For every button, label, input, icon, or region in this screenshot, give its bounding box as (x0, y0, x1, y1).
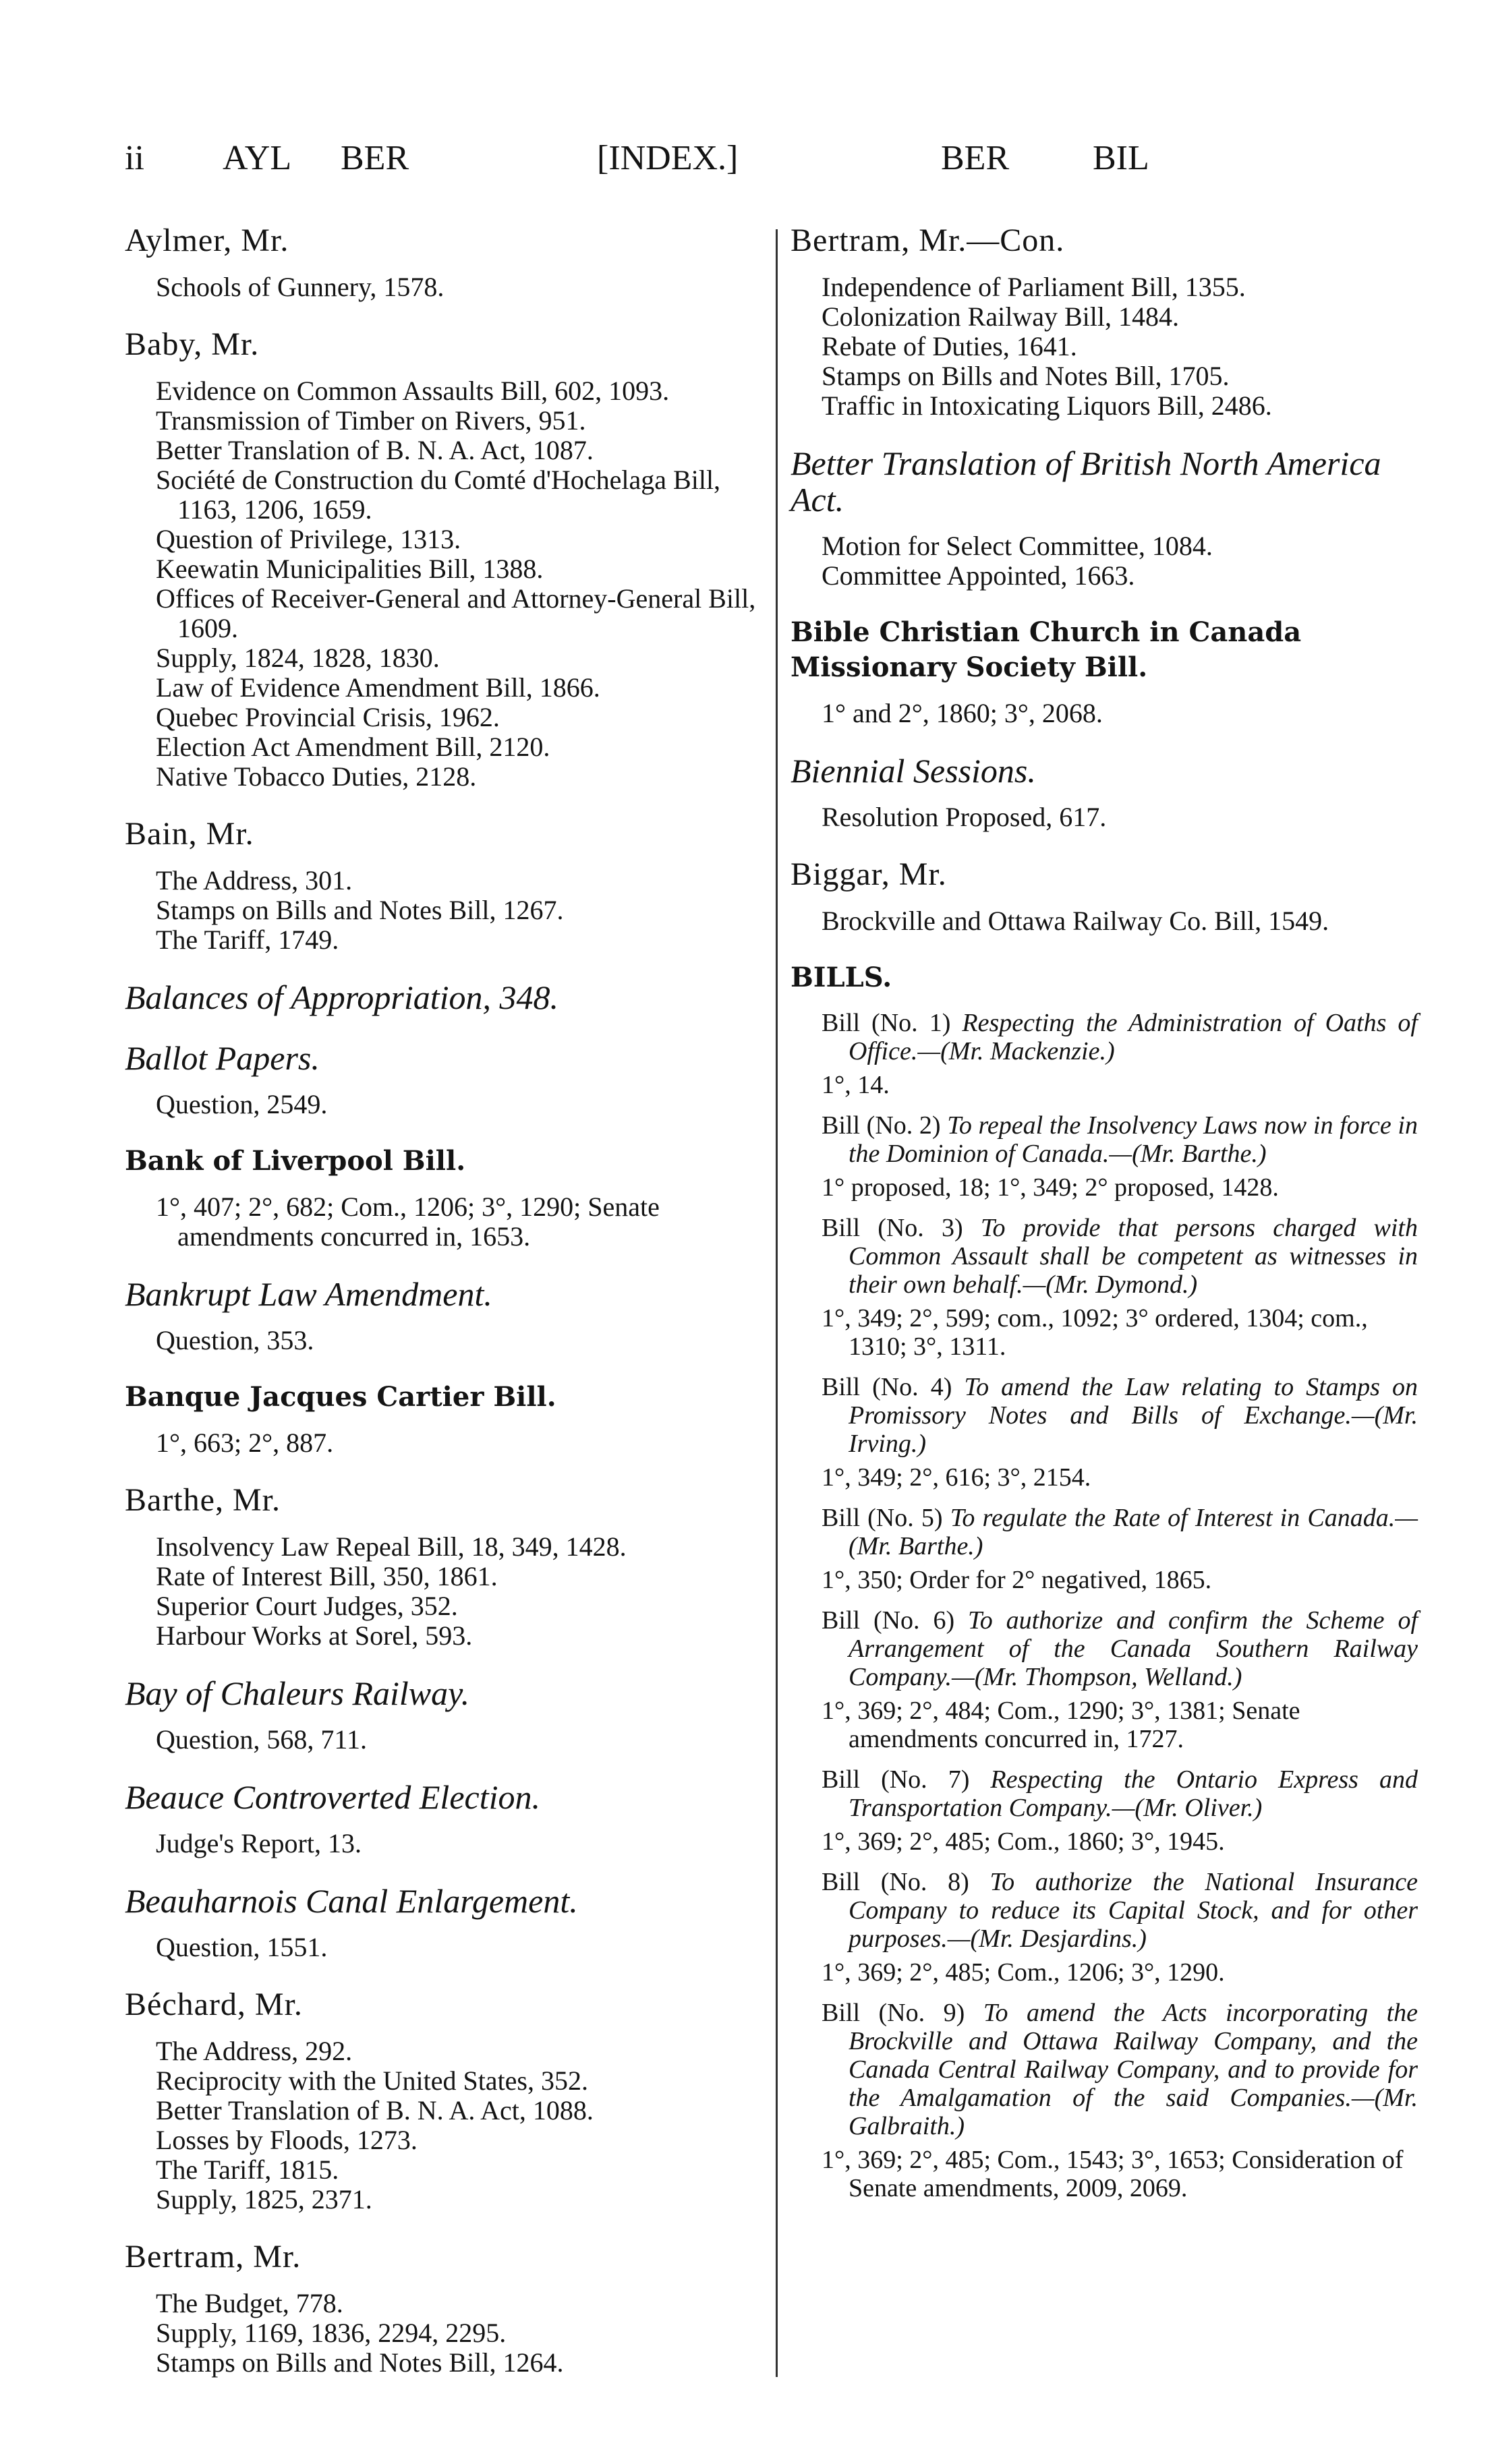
left-column (125, 223, 766, 2402)
bill-description: To authorize and confirm the Scheme of Arrangement of the Canada Southern Railway Company.—(Mr. Thompson, Welland.) (849, 1606, 1418, 1691)
entry-item: Losses by Floods, 1273. (156, 2125, 418, 2155)
entry-item: Question, 2549. (156, 1089, 328, 1119)
entry-item: Supply, 1825, 2371. (156, 2184, 372, 2214)
entry-heading: Balances of Appropriation, 348. (125, 978, 559, 1016)
bill-number: Bill (No. 8) (822, 1868, 969, 1896)
page-number: ii (125, 139, 144, 177)
header-left-last: BER (341, 139, 409, 177)
index-entry (791, 615, 1418, 728)
bill-description: To provide that persons charged with Common Assault shall be competent as witnesses in their own behalf.—(Mr. Dymond.) (849, 1214, 1418, 1299)
bill-stages: 1° proposed, 18; 1°, 349; 2° proposed, 1428. (822, 1173, 1279, 1202)
entry-heading: Bank of Liverpool Bill. (125, 1145, 466, 1177)
running-header (0, 138, 1492, 199)
entry-item: Stamps on Bills and Notes Bill, 1705. (822, 361, 1230, 391)
entry-items (791, 802, 1418, 832)
bill-entry (791, 1504, 1418, 1594)
bill-stages: 1°, 369; 2°, 485; Com., 1543; 3°, 1653; Consideration of Senate amendments, 2009, 2069. (822, 2146, 1404, 2202)
bill-description: Respecting the Administration of Oaths of Office.—(Mr. Mackenzie.) (849, 1009, 1418, 1065)
entry-item: Election Act Amendment Bill, 2120. (156, 732, 550, 762)
entry-item: Resolution Proposed, 617. (822, 802, 1107, 832)
entry-item: Colonization Railway Bill, 1484. (822, 301, 1179, 332)
entry-items (125, 1933, 766, 1962)
index-entry (791, 753, 1418, 832)
entry-item: Offices of Receiver-General and Attorney-General Bill, 1609. (156, 583, 756, 643)
entry-item: Judge's Report, 13. (156, 1828, 362, 1858)
bill-title (822, 1111, 1418, 1168)
bill-title (822, 1009, 1418, 1065)
bill-title (822, 1214, 1418, 1299)
bill-number: Bill (No. 1) (822, 1009, 951, 1037)
entry-heading: Bertram, Mr.—Con. (791, 223, 1065, 258)
entry-items (791, 531, 1418, 591)
entry-items (125, 376, 766, 792)
entry-item: Brockville and Ottawa Railway Co. Bill, 1549. (822, 906, 1329, 936)
entry-item: 1°, 407; 2°, 682; Com., 1206; 3°, 1290; Senate amendments concurred in, 1653. (156, 1192, 660, 1252)
index-entry (125, 1883, 766, 1962)
index-entry (791, 223, 1418, 421)
entry-heading: Banque Jacques Cartier Bill. (125, 1381, 556, 1413)
index-entry (125, 1276, 766, 1355)
entry-heading: Biggar, Mr. (791, 856, 947, 892)
entry-item: 1° and 2°, 1860; 3°, 2068. (822, 698, 1103, 728)
entry-items (125, 272, 766, 302)
entry-items (791, 272, 1418, 421)
bill-title (822, 1868, 1418, 1953)
column-divider (776, 229, 778, 2377)
entry-item: Rate of Interest Bill, 350, 1861. (156, 1561, 498, 1591)
bills-heading: BILLS. (791, 962, 892, 993)
entry-item: Traffic in Intoxicating Liquors Bill, 2486. (822, 390, 1272, 421)
entry-item: Question of Privilege, 1313. (156, 524, 461, 554)
bill-number: Bill (No. 7) (822, 1765, 970, 1794)
header-center: [INDEX.] (597, 139, 739, 177)
index-entry (125, 979, 766, 1016)
entry-item: Native Tobacco Duties, 2128. (156, 761, 477, 792)
header-right-first: BER (941, 139, 1010, 177)
entry-item: Schools of Gunnery, 1578. (156, 272, 444, 302)
entry-item: The Address, 292. (156, 2036, 353, 2066)
entry-item: Superior Court Judges, 352. (156, 1591, 458, 1621)
index-entry (125, 1040, 766, 1119)
entry-heading: Bay of Chaleurs Railway. (125, 1674, 470, 1712)
entry-item: Quebec Provincial Crisis, 1962. (156, 702, 500, 732)
entry-heading: Better Translation of British North America Act. (791, 444, 1381, 519)
entry-items (125, 1532, 766, 1651)
index-entry (125, 1779, 766, 1858)
entry-heading: Bertram, Mr. (125, 2239, 302, 2275)
bill-stages: 1°, 14. (822, 1071, 890, 1099)
bill-number: Bill (No. 5) (822, 1504, 943, 1532)
bill-entry (791, 1606, 1418, 1753)
index-entry (125, 2239, 766, 2378)
index-entry (791, 445, 1418, 591)
entry-heading: Bain, Mr. (125, 816, 254, 852)
entry-items (125, 1829, 766, 1858)
entry-item: Better Translation of B. N. A. Act, 1087. (156, 435, 594, 465)
bill-stages: 1°, 369; 2°, 484; Com., 1290; 3°, 1381; Senate amendments concurred in, 1727. (822, 1697, 1300, 1753)
bill-stages: 1°, 369; 2°, 485; Com., 1860; 3°, 1945. (822, 1827, 1225, 1856)
entry-item: Question, 568, 711. (156, 1724, 367, 1755)
entry-items (125, 1090, 766, 1119)
entry-items (125, 1192, 766, 1252)
entry-items (791, 699, 1418, 728)
index-entry (125, 816, 766, 955)
header-right-last: BIL (1093, 139, 1149, 177)
entry-item: Rebate of Duties, 1641. (822, 331, 1077, 361)
bill-stages: 1°, 349; 2°, 599; com., 1092; 3° ordered, 1304; com., 1310; 3°, 1311. (822, 1304, 1368, 1361)
bill-number: Bill (No. 6) (822, 1606, 955, 1635)
entry-item: The Budget, 778. (156, 2288, 343, 2318)
bill-entry (791, 1868, 1418, 1987)
bill-title (822, 1373, 1418, 1458)
entry-item: Transmission of Timber on Rivers, 951. (156, 405, 586, 436)
entry-item: Société de Construction du Comté d'Hochelaga Bill, 1163, 1206, 1659. (156, 465, 721, 525)
bills-section (791, 960, 1418, 2202)
entry-items (125, 2036, 766, 2214)
entry-item: Stamps on Bills and Notes Bill, 1267. (156, 895, 564, 925)
bill-description: To amend the Law relating to Stamps on Promissory Notes and Bills of Exchange.—(Mr. Irving.) (849, 1373, 1418, 1458)
index-entry (125, 1380, 766, 1458)
entry-items (125, 1326, 766, 1355)
entry-heading: Biennial Sessions. (791, 752, 1036, 790)
entry-items (125, 866, 766, 955)
index-entry (125, 1482, 766, 1651)
entry-item: Better Translation of B. N. A. Act, 1088. (156, 2095, 594, 2125)
index-entry (125, 223, 766, 302)
entry-item: Committee Appointed, 1663. (822, 560, 1135, 591)
entry-item: Keewatin Municipalities Bill, 1388. (156, 554, 544, 584)
entry-item: Stamps on Bills and Notes Bill, 1264. (156, 2347, 564, 2378)
entry-item: Question, 353. (156, 1325, 314, 1355)
header-left-first: AYL (223, 139, 292, 177)
bill-number: Bill (No. 2) (822, 1111, 941, 1140)
bill-description: To regulate the Rate of Interest in Canada.—(Mr. Barthe.) (849, 1504, 1418, 1560)
bill-stages: 1°, 349; 2°, 616; 3°, 2154. (822, 1463, 1091, 1492)
entry-item: Harbour Works at Sorel, 593. (156, 1620, 473, 1651)
bill-description: Respecting the Ontario Express and Transportation Company.—(Mr. Oliver.) (849, 1765, 1418, 1822)
index-entry (791, 856, 1418, 936)
entry-items (125, 1428, 766, 1458)
entry-heading: Ballot Papers. (125, 1039, 320, 1077)
entry-item: The Tariff, 1815. (156, 2154, 339, 2185)
entry-items (791, 906, 1418, 936)
entry-item: Reciprocity with the United States, 352. (156, 2065, 588, 2096)
right-entries (791, 223, 1418, 936)
bill-entry (791, 1765, 1418, 1856)
entry-item: Question, 1551. (156, 1932, 328, 1962)
index-entry (125, 1144, 766, 1252)
bill-description: To repeal the Insolvency Laws now in force in the Dominion of Canada.—(Mr. Barthe.) (849, 1111, 1418, 1168)
entry-item: Motion for Select Committee, 1084. (822, 531, 1213, 561)
index-entry (125, 1675, 766, 1755)
entry-heading: Bible Christian Church in Canada Missionary Society Bill. (791, 616, 1302, 683)
entry-item: Supply, 1824, 1828, 1830. (156, 643, 440, 673)
entry-item: 1°, 663; 2°, 887. (156, 1428, 334, 1458)
bill-entry (791, 1373, 1418, 1492)
bill-entry (791, 1999, 1418, 2202)
entry-item: The Tariff, 1749. (156, 925, 339, 955)
bill-description: To authorize the National Insurance Company to reduce its Capital Stock, and for other purposes.—(Mr. Desjardins.) (849, 1868, 1418, 1953)
bill-number: Bill (No. 4) (822, 1373, 952, 1401)
entry-heading: Barthe, Mr. (125, 1482, 281, 1518)
entry-heading: Beauce Controverted Election. (125, 1778, 540, 1816)
entry-item: Independence of Parliament Bill, 1355. (822, 272, 1246, 302)
bill-description: To amend the Acts incorporating the Brockville and Ottawa Railway Company, and the Canada Central Railway Company, and to provide for the Amalgamation of the said Companies.—(Mr. Galbraith.) (849, 1999, 1418, 2140)
bill-stages: 1°, 369; 2°, 485; Com., 1206; 3°, 1290. (822, 1958, 1225, 1987)
bill-stages: 1°, 350; Order for 2° negatived, 1865. (822, 1566, 1212, 1594)
bill-entry (791, 1009, 1418, 1099)
entry-heading: Beauharnois Canal Enlargement. (125, 1882, 578, 1920)
index-entry (125, 1987, 766, 2214)
entry-item: The Address, 301. (156, 865, 353, 896)
entry-items (125, 1725, 766, 1755)
bills-list (791, 1009, 1418, 2202)
entry-item: Supply, 1169, 1836, 2294, 2295. (156, 2318, 507, 2348)
entry-item: Law of Evidence Amendment Bill, 1866. (156, 672, 600, 703)
entry-item: Insolvency Law Repeal Bill, 18, 349, 1428. (156, 1531, 627, 1562)
bill-title (822, 1504, 1418, 1560)
entry-heading: Bankrupt Law Amendment. (125, 1275, 492, 1313)
bill-number: Bill (No. 3) (822, 1214, 963, 1242)
entry-heading: Béchard, Mr. (125, 1987, 303, 2022)
bill-title (822, 1999, 1418, 2140)
bill-number: Bill (No. 9) (822, 1999, 965, 2027)
entry-item: Evidence on Common Assaults Bill, 602, 1093. (156, 376, 670, 406)
bill-entry (791, 1111, 1418, 1202)
entry-items (125, 2289, 766, 2378)
entry-heading: Baby, Mr. (125, 326, 260, 362)
bill-title (822, 1606, 1418, 1691)
index-entry (125, 326, 766, 792)
bill-entry (791, 1214, 1418, 1361)
right-column (791, 223, 1418, 2214)
bill-title (822, 1765, 1418, 1822)
entry-heading: Aylmer, Mr. (125, 223, 289, 258)
